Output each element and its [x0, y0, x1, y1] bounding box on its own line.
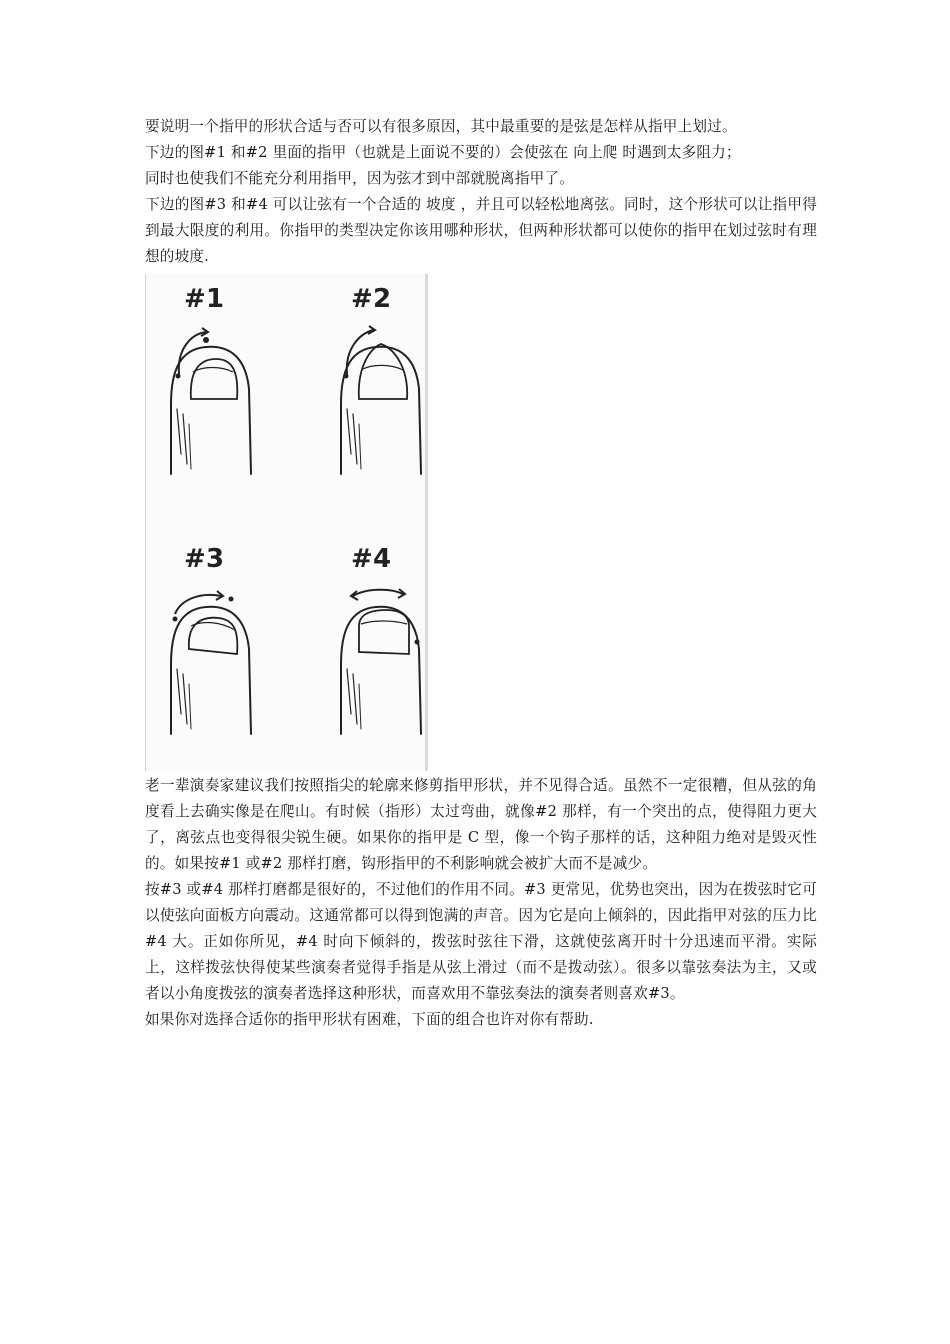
figure-label-2: #2 — [351, 283, 392, 314]
fingernail-shapes-figure — [145, 274, 428, 771]
finger-2-drawing — [341, 326, 421, 474]
paragraph-closing: 如果你对选择合适你的指甲形状有困难，下面的组合也许对你有帮助. — [145, 1011, 594, 1029]
document-body — [145, 114, 817, 1034]
paragraph-shape-comparison: 按#3 或#4 那样打磨都是很好的，不过他们的作用不同。#3 更常见，优势也突出，因为在拨弦时它可以使弦向面板方向震动。这通常都可以得到饱满的声音。因为它是向上倾斜的，因此指甲对弦的压力比#4 大。正如你所见，#4 时向下倾斜的，拨弦时弦往下滑，这就使弦离开时十分迅速而平滑。实际上，这样拨弦快得使某些演奏者觉得手指是从弦上滑过（而不是拨动弦）。很多以靠弦奏法为主，又或者以小角度拨弦的演奏者选择这种形状，而喜欢用不靠弦奏法的演奏者则喜欢#3。 — [145, 880, 818, 1003]
figure-label-1: #1 — [184, 283, 225, 314]
paragraph-fig12-cont: 同时也使我们不能充分利用指甲，因为弦才到中部就脱离指甲了。 — [145, 170, 575, 188]
finger-3-drawing — [171, 591, 251, 734]
paragraph-intro: 要说明一个指甲的形状合适与否可以有很多原因，其中最重要的是弦是怎样从指甲上划过。 — [145, 118, 737, 135]
scan-edge — [425, 274, 428, 771]
figure-label-4: #4 — [351, 543, 392, 574]
finger-4-drawing — [341, 589, 421, 734]
paragraph-fig34: 下边的图#3 和#4 可以让弦有一个合适的 坡度 ，并且可以轻松地离弦。同时，这个形状可以让指甲得到最大限度的利用。你指甲的类型决定你该用哪种形状，但两种形状都可以使你的指甲在划过弦时有理想的坡度. — [145, 196, 817, 266]
paragraph-fig12: 下边的图#1 和#2 里面的指甲（也就是上面说不要的）会使弦在 向上爬 时遇到太多阻力； — [145, 144, 741, 162]
paragraph-old-advice: 老一辈演奏家建议我们按照指尖的轮廓来修剪指甲形状，并不见得合适。虽然不一定很糟，但从弦的角度看上去确实像是在爬山。有时候（指形）太过弯曲，就像#2 那样，有一个突出的点，使得阻力更大了，离弦点也变得很尖锐生硬。如果你的指甲是 C 型，像一个钩子那样的话，这种阻力绝对是毁灭性的。如果按#1 或#2 那样打磨，钩形指甲的不利影响就会被扩大而不是减少。 — [145, 776, 817, 872]
finger-1-drawing — [171, 328, 251, 474]
figure-label-3: #3 — [184, 543, 225, 574]
fingernail-illustration — [146, 274, 428, 771]
